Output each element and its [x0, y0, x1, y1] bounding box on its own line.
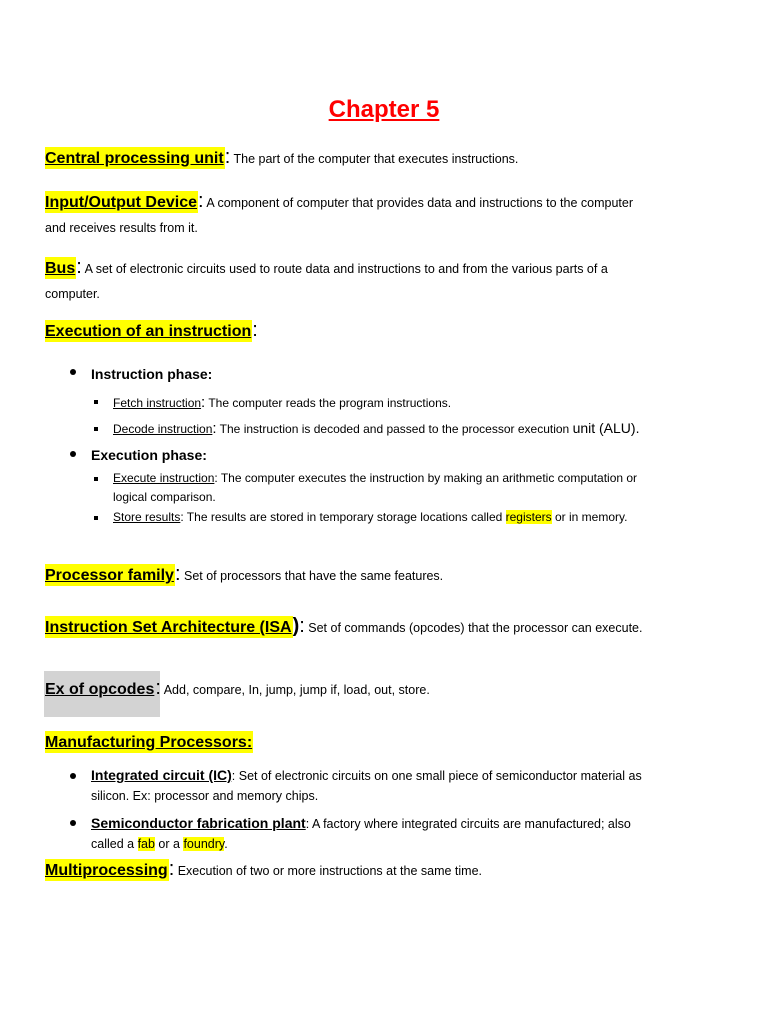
fabrication-plant-text-2a: called a: [91, 837, 138, 851]
execute-instruction: [113, 471, 637, 485]
decode-instruction-unit: unit (ALU).: [572, 420, 640, 436]
fabrication-plant-text-2b: or a: [154, 837, 184, 851]
fabrication-plant-text-2: [91, 837, 228, 851]
bullet-icon: [70, 820, 76, 826]
bullet-icon: [70, 451, 76, 457]
foundry-highlight: foundry: [183, 837, 225, 851]
def-cpu-text: The part of the computer that executes instructions.: [230, 152, 519, 166]
fetch-instruction-term: Fetch instruction: [113, 396, 202, 410]
def-bus-colon: :: [76, 256, 82, 278]
def-bus-term: Bus: [45, 257, 76, 279]
store-results-highlight: registers: [505, 510, 552, 524]
def-processor-family: [45, 563, 443, 586]
def-isa-term: Instruction Set Architecture (ISA: [45, 616, 293, 638]
square-bullet-icon: [94, 427, 98, 431]
bullet-icon: [70, 369, 76, 375]
square-bullet-icon: [94, 477, 98, 481]
bullet-icon: [70, 773, 76, 779]
def-bus-text-2: computer.: [45, 287, 100, 301]
fetch-instruction: [113, 394, 451, 411]
decode-instruction-text: The instruction is decoded and passed to the processor execution: [216, 422, 573, 436]
decode-instruction-colon: :: [212, 420, 217, 437]
def-opcodes: [45, 677, 430, 700]
def-opcodes-text: Add, compare, In, jump, jump if, load, out, store.: [160, 683, 430, 697]
fabrication-plant: [91, 815, 631, 833]
def-io-text: A component of computer that provides data and instructions to the computer: [203, 196, 633, 210]
def-io: [45, 190, 633, 213]
store-results-text-end: or in memory.: [551, 510, 628, 524]
def-isa-colon: :: [299, 615, 305, 637]
store-results: [113, 510, 627, 524]
integrated-circuit-term: Integrated circuit (IC): [91, 767, 232, 783]
fetch-instruction-text: The computer reads the program instructions.: [205, 396, 452, 410]
def-bus: [45, 256, 608, 279]
decode-instruction-term: Decode instruction: [113, 422, 213, 436]
store-results-term: Store results: [113, 510, 181, 524]
def-execution: [45, 319, 258, 342]
def-isa: [45, 615, 642, 638]
instruction-phase-label: Instruction phase:: [91, 366, 213, 382]
integrated-circuit: [91, 767, 642, 785]
execute-instruction-term: Execute instruction: [113, 471, 215, 485]
def-manufacturing-term: Manufacturing Processors:: [45, 731, 253, 753]
fabrication-plant-text: : A factory where integrated circuits are manufactured; also: [305, 817, 631, 831]
fetch-instruction-colon: :: [201, 394, 206, 411]
execution-phase-label: Execution phase:: [91, 447, 207, 463]
def-execution-term: Execution of an instruction: [45, 320, 252, 342]
def-execution-colon: :: [252, 319, 258, 341]
def-cpu: [45, 146, 518, 169]
fabrication-plant-text-2c: .: [224, 837, 228, 851]
def-cpu-term: Central processing unit: [45, 147, 225, 169]
def-multiprocessing: [45, 858, 482, 881]
def-cpu-colon: :: [224, 146, 231, 168]
def-io-term: Input/Output Device: [45, 191, 198, 213]
def-isa-paren: ): [292, 615, 300, 637]
def-multiprocessing-text: Execution of two or more instructions at the same time.: [174, 864, 483, 878]
def-processor-family-text: Set of processors that have the same features.: [180, 569, 444, 583]
def-processor-family-colon: :: [174, 563, 181, 585]
square-bullet-icon: [94, 516, 98, 520]
execute-instruction-text-2: logical comparison.: [113, 490, 216, 504]
def-multiprocessing-colon: :: [168, 858, 175, 880]
fabrication-plant-term: Semiconductor fabrication plant: [91, 815, 306, 831]
integrated-circuit-text-2: silicon. Ex: processor and memory chips.: [91, 789, 319, 803]
def-bus-text: A set of electronic circuits used to route data and instructions to and from the various parts of a: [81, 262, 608, 276]
def-multiprocessing-term: Multiprocessing: [45, 859, 169, 881]
execute-instruction-text: : The computer executes the instruction by making an arithmetic computation or: [214, 471, 638, 485]
integrated-circuit-text: : Set of electronic circuits on one small piece of semiconductor material as: [231, 769, 642, 783]
def-opcodes-term: Ex of opcodes: [45, 681, 155, 698]
store-results-text: : The results are stored in temporary storage locations called: [180, 510, 506, 524]
def-io-colon: :: [198, 190, 204, 212]
decode-instruction: [113, 420, 639, 437]
page-title: Chapter 5: [328, 96, 440, 123]
def-opcodes-colon: :: [155, 677, 161, 699]
def-isa-text: Set of commands (opcodes) that the processor can execute.: [304, 621, 643, 635]
def-processor-family-term: Processor family: [45, 564, 175, 586]
square-bullet-icon: [94, 400, 98, 404]
def-io-text-2: and receives results from it.: [45, 221, 198, 235]
fab-highlight: fab: [137, 837, 155, 851]
def-manufacturing: [45, 734, 253, 752]
